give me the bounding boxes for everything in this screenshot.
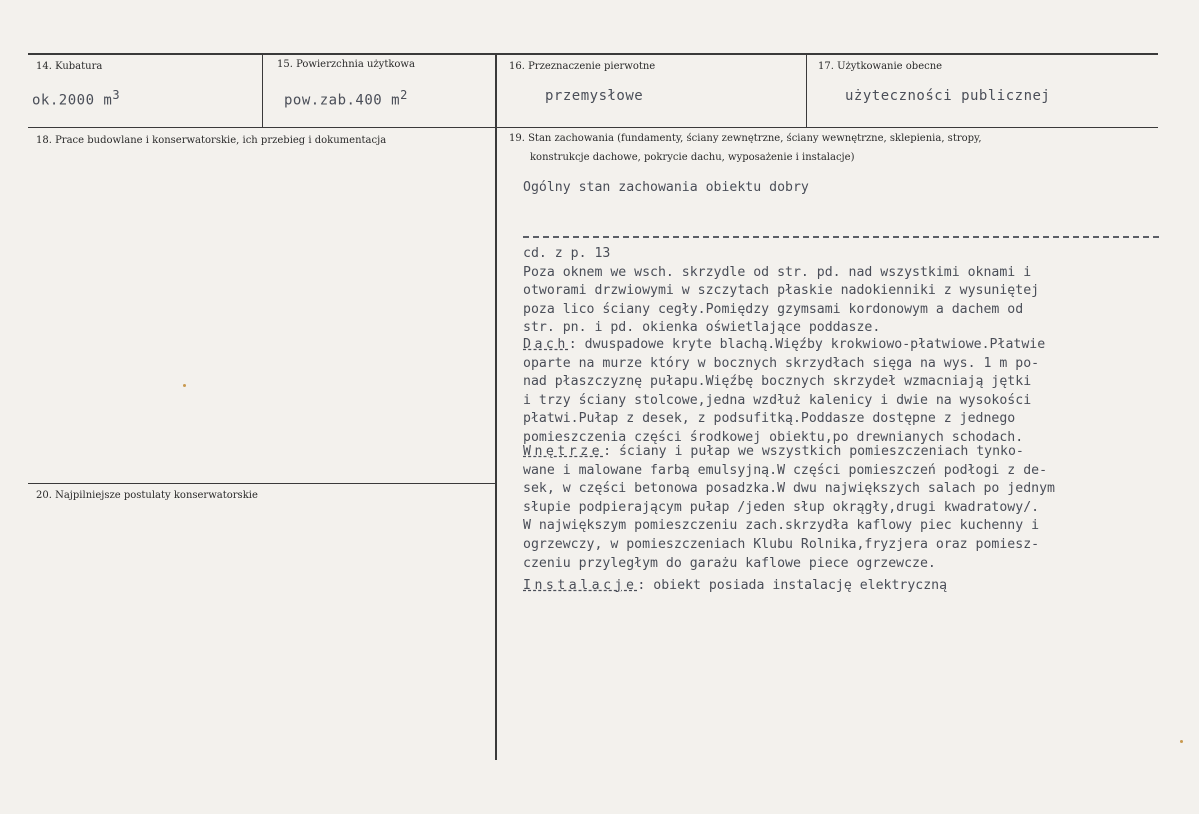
- heading-installations: Instalacje: [523, 578, 638, 593]
- line: Instalacje: obiekt posiada instalację elektryczną: [523, 578, 948, 593]
- line: otworami drzwiowymi w szczytach płaskie nadokienniki z wysuniętej: [523, 283, 1040, 299]
- line: ogrzewczy, w pomieszczeniach Klubu Rolnika,fryzjera oraz pomiesz-: [523, 536, 1040, 552]
- field-15-value: pow.zab.400 $m^2$: [284, 88, 408, 109]
- box-18-20-divider: [28, 483, 496, 484]
- paragraph-continuation: [523, 245, 1039, 338]
- line: Wnętrze: ściany i pułap we wszystkich pomieszczeniach tynko-: [523, 444, 1024, 459]
- col-divider-1: [262, 54, 263, 128]
- paragraph-installations: [523, 577, 947, 596]
- field-16-label: 16. Przeznaczenie pierwotne: [509, 61, 656, 72]
- field-14-label: 14. Kubatura: [36, 61, 103, 72]
- line: oparte na murze który w bocznych skrzydłach sięga na wys. 1 m po-: [523, 355, 1040, 371]
- line: i trzy ściany stolcowe,jedna wzdłuż kalenicy i dwie na wysokości: [523, 392, 1032, 408]
- field-15-label: 15. Powierzchnia użytkowa: [277, 59, 415, 70]
- line: nad płaszczyznę pułapu.Więźbę bocznych skrzydeł wzmacniają jętki: [523, 374, 1032, 390]
- paragraph-roof: [523, 336, 1045, 448]
- line: str. pn. i pd. okienka oświetlające poddasze.: [523, 320, 881, 336]
- heading-roof: Dach: [523, 337, 569, 352]
- line: cd. z p. 13: [523, 246, 611, 261]
- line: sek, w części betonowa posadzka.W dwu największych salach po jednym: [523, 481, 1055, 497]
- field-19-label-line1: 19. Stan zachowania (fundamenty, ściany zewnętrzne, ściany wewnętrzne, sklepienia, stropy,: [509, 133, 982, 144]
- row-divider: [28, 127, 1158, 128]
- line: pomieszczenia części środkowej obiektu,po drewnianych schodach.: [523, 429, 1024, 445]
- field-17-label: 17. Użytkowanie obecne: [818, 61, 943, 72]
- paper-speck: [183, 384, 186, 387]
- line: płatwi.Pułap z desek, z podsufitką.Poddasze dostępne z jednego: [523, 411, 1016, 427]
- field-20-label: 20. Najpilniejsze postulaty konserwatorskie: [36, 490, 258, 501]
- line: Poza oknem we wsch. skrzydle od str. pd. nad wszystkimi oknami i: [523, 264, 1032, 280]
- line: słupie podpierającym pułap /jeden słup okrągły,drugi kwadratowy/.: [523, 499, 1040, 515]
- dashed-separator: [523, 236, 1159, 238]
- heading-interior: Wnętrze: [523, 444, 604, 459]
- general-condition: Ogólny stan zachowania obiektu dobry: [523, 180, 809, 195]
- field-17-value: użyteczności publicznej: [845, 88, 1051, 104]
- top-rule: [28, 53, 1158, 55]
- field-18-label: 18. Prace budowlane i konserwatorskie, ich przebieg i dokumentacja: [36, 135, 387, 146]
- field-14-value: ok.2000 $m^3$: [32, 88, 121, 109]
- col-divider-3: [806, 54, 807, 128]
- line: W największym pomieszczeniu zach.skrzydła kaflowy piec kuchenny i: [523, 518, 1040, 534]
- line: wane i malowane farbą emulsyjną.W części pomieszczeń podłogi z de-: [523, 462, 1048, 478]
- line: Dach: dwuspadowe kryte blachą.Więźby krokwiowo-płatwiowe.Płatwie: [523, 337, 1046, 352]
- col-divider-2: [495, 54, 497, 760]
- paragraph-interior: [523, 443, 1055, 573]
- paper-speck: [1180, 740, 1183, 743]
- line: poza lico ściany cegły.Pomiędzy gzymsami kordonowym a dachem od: [523, 301, 1024, 317]
- field-19-label-line2: konstrukcje dachowe, pokrycie dachu, wyposażenie i instalacje): [530, 152, 855, 163]
- line: czeniu przyległym do garażu kaflowe piece ogrzewcze.: [523, 555, 936, 571]
- field-16-value: przemysłowe: [545, 88, 644, 104]
